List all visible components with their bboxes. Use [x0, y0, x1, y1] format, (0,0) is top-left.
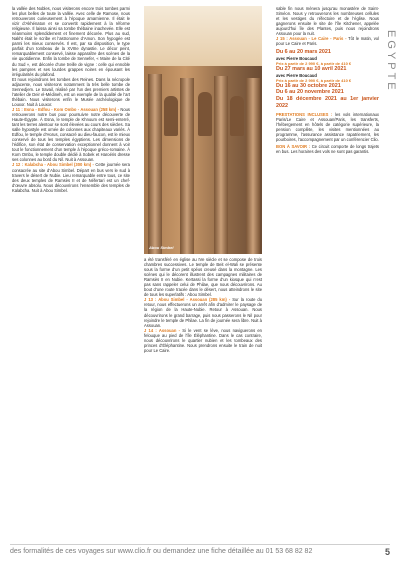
photo-abou-simbel: [144, 6, 262, 254]
paragraph: sable fin nous mènera jusqu’au monastère de Saint-Siméon. Nous y retrouverons les nombreuses cellules et les vestiges du réfectoire et de l’église. Nous gagnerons ensuite le site de l’île Kitchener, appelée aujourd’hui île des Plantes, puis nous rejoindrons Assouan pour la nuit.: [276, 6, 379, 37]
dates-block: [276, 49, 379, 109]
date-price: Prix à partir de 2 990 €, à partir de 410 €: [276, 61, 352, 67]
day-text: Tôt le matin, vol pour Le Caire et Paris.: [276, 36, 379, 47]
day-entry: [12, 107, 130, 163]
date-title: Du 6 au 20 mars 2021: [276, 49, 331, 56]
day-title: J 15 : Assouan - Le Caire - Paris -: [276, 36, 347, 42]
date-title: Du 6 au 20 novembre 2021: [276, 89, 344, 96]
footer: [10, 544, 390, 560]
photo-caption: Abou Simbel: [149, 245, 174, 250]
date-price: Prix à partir de 2 990 €, à partir de 410 €: [276, 77, 352, 83]
date-guide: avec Pierre Boucaud: [276, 55, 317, 61]
page-number: 5: [384, 547, 390, 557]
paragraph: la vallée des Nobles, nous visiterons encore trois tombes parmi les plus belles de toute la vallée. Avec celle de Ramose, nous retrouverons curieusement à l’époque amarnienne. Il était le vizir d’Akhénaton et se convertit rapidement à la réforme religieuse. Il laissa ainsi sa tombe thébaine inachevée. Elle est néanmoins splendidement et finement décorée. Plus au sud, Nakht était le scribe et l’astronome d’Amon. Son hypogée est parmi les mieux conservés. Il est, par sa disposition, le type parfait d’un tombeau de la XVIIIe dynastie. Le décor peint, remarquablement conservé, laisse apparaître des scènes de la vie quotidienne. Enfin la tombe de Sennefer, « Maire de la Cité du Sud », est décorée d’une treille de vigne : celle qui ennoble les pampres et ses lourdes grappes noires en épousant les irrégularités du plafond.: [12, 6, 130, 77]
date-title: Du 16 au 30 octobre 2021: [276, 82, 341, 89]
bon-a-savoir: [276, 144, 379, 154]
day-text: Si le vent se lève, nous naviguerons en felouque au pied de l’île Éléphantine. Dans le cas contraire, nous découvrirons le quartier nubien et les tombeaux des princes d’Éléphantine. Nous prendrons ensuite le train de nuit pour Le Caire.: [144, 327, 262, 353]
photo-pillar: [180, 78, 194, 254]
day-text: Cette journée sera consacrée au site d’Abou Simbel. Départ en bus vers le sud à travers le désert de Nubie. Lieu remarquable entre tous, ce site des deux temples de Ramsès II et de Néfertari est un chef-d’œuvre absolu. Nous découvrirons l’ensemble des temples de Kalabcha. Nuit à Abou Simbel.: [12, 162, 130, 193]
day-text: Sur la route du retour, nous effectuerons un arrêt afin d’admirer le paysage de la région de la Haute-Nubie. Retour à Assouan. Nous découvrirons le grand barrage, puis nous passerons le Nil pour rejoindre le temple de Philae. La fin de journée sera libre. Nuit à Assouan.: [144, 297, 262, 328]
photo-pillar: [246, 78, 260, 254]
day-title: J 14 : Assouan -: [144, 327, 180, 333]
day-entry: [12, 162, 130, 192]
day-text: Nous retrouverons notre bus pour poursuivre notre découverte de Haute-Égypte. À Esna, le temple de Khnoum est semi-enterré, tant les terres alentour se sont élevées au cours des siècles. Sa salle hypostyle est ornée de colonnes aux chapiteaux variés. À Edfou, le temple d’Horus, consacré au dieu-faucon, est le mieux conservé de tous les temples égyptiens. Les dimensions de l’édifice, son état de conservation exceptionnel donnent à voir tout le fonctionnement d’un temple à l’époque gréco-romaine. À Kom Ombo, le temple double dédié à Sobek et Haroéris dresse ses colonnes au bord du Nil. Nuit à Assouan.: [12, 106, 130, 163]
side-label: EGYPTE: [385, 30, 397, 93]
day-title: J 13 : Abou Simbel - Assouan (285 km) -: [144, 297, 231, 303]
date-title: Du 27 mars au 10 avril 2021: [276, 66, 347, 73]
photo-statue: [198, 92, 212, 136]
photo-temple: [144, 66, 262, 254]
column-2: [144, 257, 262, 542]
prestations: [276, 112, 379, 142]
date-guide: avec Pierre Boucaud: [276, 72, 317, 78]
paragraph: a été transféré en église au IVe siècle et se compose de trois chambres successives. Le temple de Beit el-Wali se présente sous la forme d’un petit spéos creusé dans la montagne. Les scènes qui le décorent illustrent des campagnes militaires de Ramsès II en Nubie. Kertassi la forme d’un kiosque qui n’est pas sans rappeler celui de Philae, que nous découvrirons. Au bout d’une route tracée dans le désert, nous atteindrons le site de tous les superlatifs : Abou Simbel.: [144, 257, 262, 298]
day-entry: [144, 328, 262, 353]
prestations-text: les vols internationaux Paris/Le Caire et Assouan/Paris, les transferts, l’hébergement en hôtels de catégorie supérieure, la pension complète, les visites mentionnées au programme, l’assurance assistance rapatriement, les pourboires, l’accompagnement par un conférencier Clio.: [276, 112, 379, 143]
day-title: J 12 : Kalabcha - Abou Simbel (300 km) -: [12, 162, 94, 168]
photo-pillar: [214, 76, 228, 254]
footer-text: des formalités de ces voyages sur www.clio.fr ou demandez une fiche détaillée au 01 53 68 82 82: [10, 548, 313, 555]
photo-statue: [230, 96, 244, 136]
column-3: [276, 6, 379, 542]
prestations-title: PRESTATIONS INCLUSES :: [276, 112, 333, 118]
bon-text: Ce circuit comporte de longs trajets en bus. Les horaires des vols ne sont pas garantis.: [276, 144, 379, 155]
photo-pillar: [148, 74, 162, 254]
column-1: [12, 6, 130, 542]
paragraph: Et nous rejoindrons les tombes des Reines. Dans la nécropole adjacente, nous visiterons notamment la très belle tombe de Sennedjem. Le travail, réalisé par l’un des premiers artistes de l’atelier de Deir el-Médineh, est un exemple de la qualité de l’art thébain. Nous visiterons enfin le Musée archéologique de Louxor. Nuit à Louxor.: [12, 76, 130, 107]
date-title: Du 18 décembre 2021 au 1er janvier 2022: [276, 95, 379, 109]
bon-title: BON À SAVOIR :: [276, 144, 311, 150]
day-entry: [276, 36, 379, 46]
day-title: J 11 : Esna - Edfou - Kom Ombo - Assouan (258 km) -: [12, 106, 119, 112]
photo-statue: [164, 96, 178, 136]
day-entry: [144, 297, 262, 327]
